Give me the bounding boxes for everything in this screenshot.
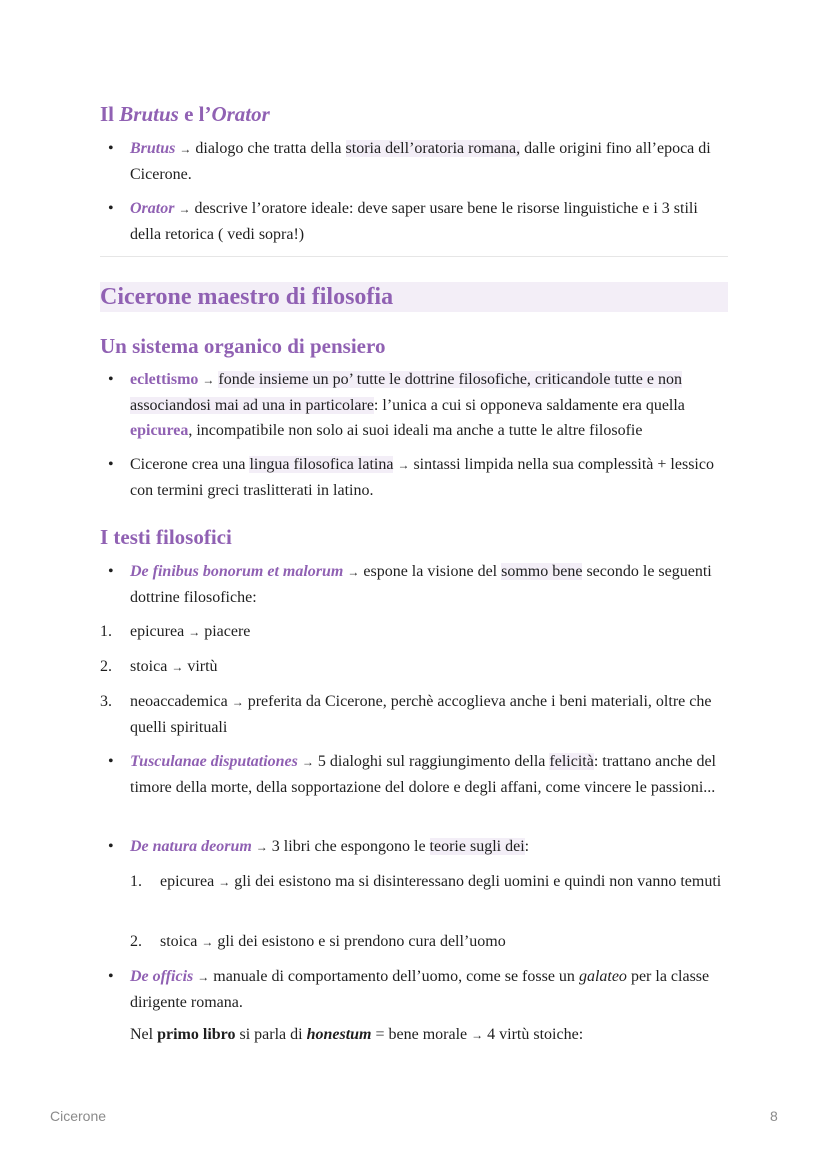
list-item-tusculanae: • Tusculanae disputationes → 5 dialoghi sul raggiungimento della felicità: trattano anche del timore della morte, della sopportazione del dolore e degli affani, come vincere le passioni... [130, 749, 730, 800]
bullet-icon: • [108, 371, 114, 388]
numbered-item-dei-epicurea: 1. epicurea → gli dei esistono ma si disinteressano degli uomini e quindi non vanno temuti [130, 873, 722, 890]
numbered-item-dei-stoica: 2. stoica → gli dei esistono e si prendono cura dell’uomo [130, 933, 506, 950]
bullet-icon: • [108, 753, 114, 770]
bullet-icon: • [108, 456, 114, 473]
list-item-lingua: • Cicerone crea una lingua filosofica latina → sintassi limpida nella sua complessità + lessico con termini greci traslitterati in latino. [130, 452, 730, 503]
divider [100, 256, 728, 257]
bullet-icon: • [108, 563, 114, 580]
list-item-de-officis: • De officis → manuale di comportamento dell’uomo, come se fosse un galateo per la classe dirigente romana. [130, 964, 730, 1015]
bullet-icon: • [108, 140, 114, 157]
numbered-item-neoaccademica: 3. neoaccademica → preferita da Cicerone, perchè accoglieva anche i beni materiali, oltre che quelli spirituali [100, 693, 712, 736]
list-item-orator: • Orator → descrive l’oratore ideale: deve saper usare bene le risorse linguistiche e i 3 stili della retorica ( vedi sopra!) [130, 196, 730, 247]
paragraph-primo-libro: Nel primo libro si parla di honestum = bene morale → 4 virtù stoiche: [130, 1026, 584, 1043]
heading-testi: I testi filosofici [100, 525, 232, 549]
footer-title: Cicerone [50, 1108, 107, 1124]
heading-brutus-orator: Il Brutus e l’Orator [100, 102, 270, 126]
heading-filosofia: Cicerone maestro di filosofia [100, 282, 728, 312]
list-item-brutus: • Brutus → dialogo che tratta della storia dell’oratoria romana, dalle origini fino all’epoca di Cicerone. [130, 136, 730, 187]
numbered-item-stoica: 2. stoica → virtù [100, 658, 218, 675]
page-number: 8 [770, 1108, 778, 1124]
list-item-eclettismo: • eclettismo → fonde insieme un po’ tutte le dottrine filosofiche, criticandole tutte e non associandosi mai ad una in particolare: l’unica a cui si opponeva saldamente era quella epicurea, incompatibile non solo ai suoi ideali ma anche a tutte le altre filosofie [130, 367, 730, 443]
bullet-icon: • [108, 838, 114, 855]
list-item-de-finibus: • De finibus bonorum et malorum → espone la visione del sommo bene secondo le seguenti dottrine filosofiche: [130, 559, 730, 610]
list-item-de-natura: • De natura deorum → 3 libri che espongono le teorie sugli dei: [130, 834, 730, 860]
heading-sistema: Un sistema organico di pensiero [100, 334, 386, 358]
bullet-icon: • [108, 968, 114, 985]
numbered-item-epicurea: 1. epicurea → piacere [100, 623, 251, 640]
bullet-icon: • [108, 200, 114, 217]
